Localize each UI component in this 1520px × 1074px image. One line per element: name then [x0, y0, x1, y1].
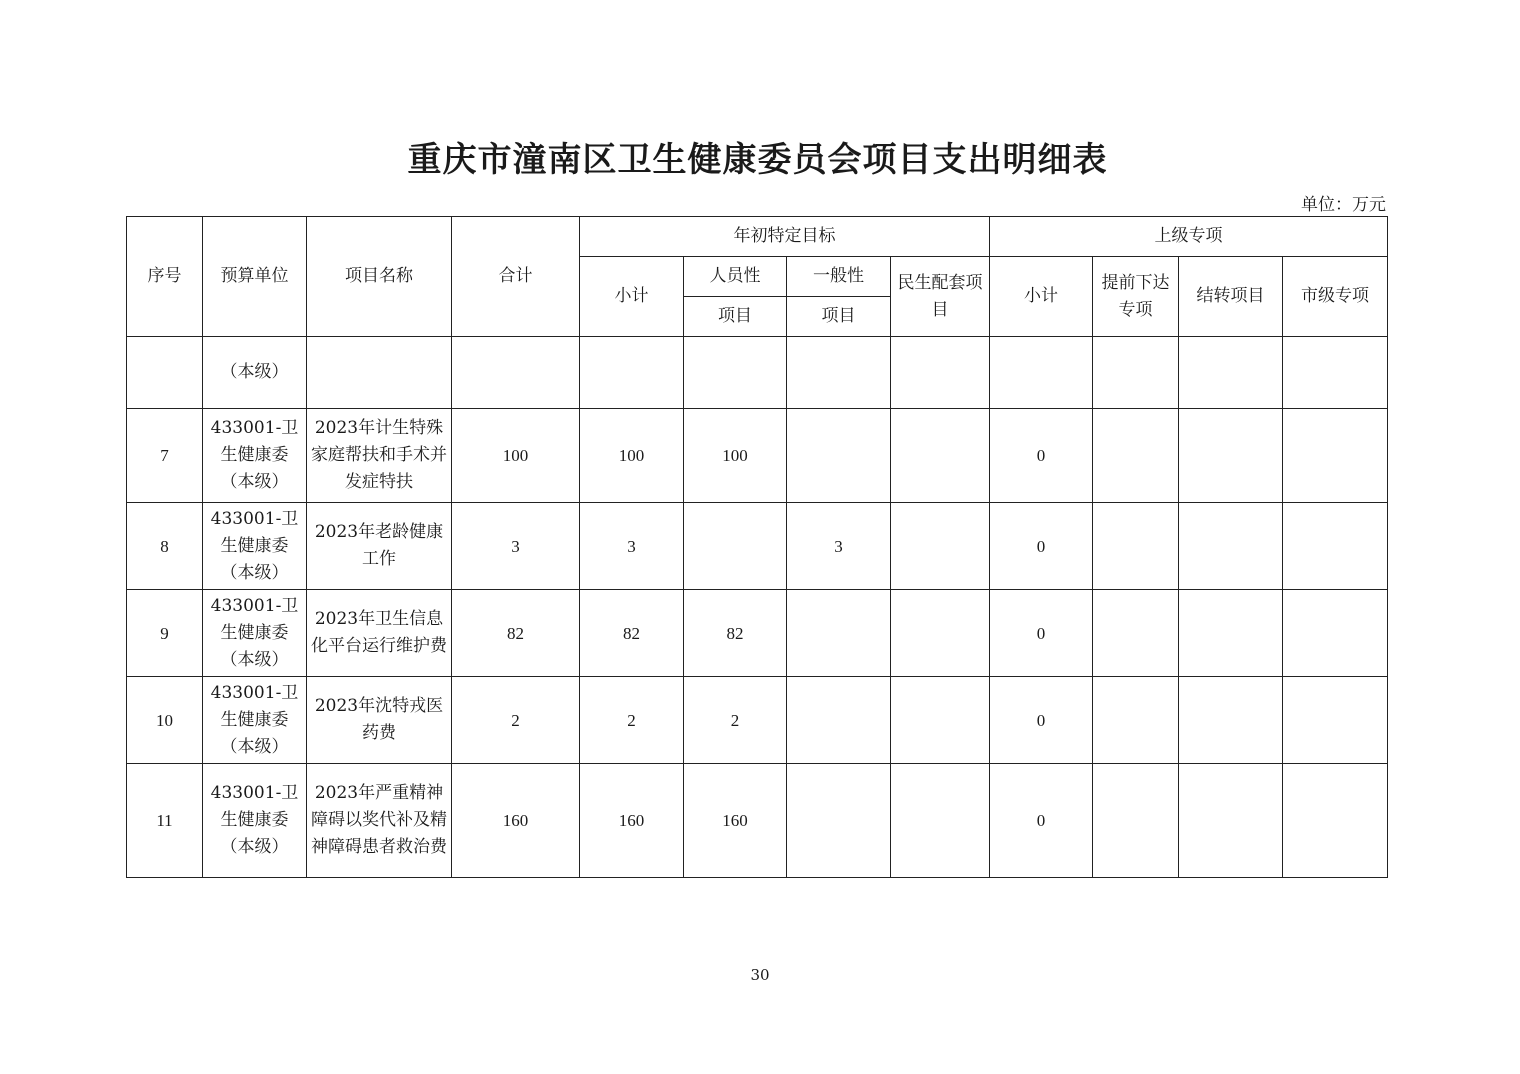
- table-row: [127, 764, 1388, 878]
- table-row: [127, 677, 1388, 764]
- cell-carryover: [1179, 590, 1283, 677]
- cell-livelihood: [891, 409, 990, 503]
- cell-annual-subtotal: 100: [580, 409, 684, 503]
- page-number: 30: [750, 966, 770, 984]
- cell-project-name: 2023年卫生信息化平台运行维护费: [307, 590, 452, 677]
- cell-annual-subtotal: 3: [580, 503, 684, 590]
- cell-advance: [1093, 503, 1179, 590]
- cell-total: 160: [452, 764, 580, 878]
- cell-personnel: 2: [684, 677, 787, 764]
- header-total: 合计: [452, 217, 580, 337]
- cell-advance: [1093, 677, 1179, 764]
- cell-personnel: 160: [684, 764, 787, 878]
- cell-personnel: 82: [684, 590, 787, 677]
- header-superior-subtotal: 小计: [990, 257, 1093, 337]
- cell-project-name: 2023年老龄健康工作: [307, 503, 452, 590]
- cell-carryover: [1179, 337, 1283, 409]
- cell-carryover: [1179, 503, 1283, 590]
- cell-superior-subtotal: [990, 337, 1093, 409]
- cell-annual-subtotal: 160: [580, 764, 684, 878]
- cell-general: 3: [787, 503, 891, 590]
- header-annual-group: 年初特定目标: [580, 217, 990, 257]
- table-row: [127, 503, 1388, 590]
- cell-seq: [127, 337, 203, 409]
- header-livelihood: 民生配套项目: [891, 257, 990, 337]
- cell-superior-subtotal: 0: [990, 409, 1093, 503]
- cell-project-name: [307, 337, 452, 409]
- page-title: 重庆市潼南区卫生健康委员会项目支出明细表: [407, 140, 1108, 180]
- cell-seq: 9: [127, 590, 203, 677]
- cell-advance: [1093, 409, 1179, 503]
- cell-livelihood: [891, 677, 990, 764]
- cell-seq: 7: [127, 409, 203, 503]
- cell-carryover: [1179, 409, 1283, 503]
- cell-total: 3: [452, 503, 580, 590]
- cell-personnel: 100: [684, 409, 787, 503]
- cell-project-name: 2023年严重精神障碍以奖代补及精神障碍患者救治费: [307, 764, 452, 878]
- cell-advance: [1093, 337, 1179, 409]
- table-row: [127, 409, 1388, 503]
- cell-general: [787, 337, 891, 409]
- header-seq: 序号: [127, 217, 203, 337]
- cell-city: [1283, 764, 1388, 878]
- cell-budget-unit: 433001-卫生健康委（本级）: [203, 677, 307, 764]
- cell-superior-subtotal: 0: [990, 764, 1093, 878]
- header-general-bottom: 项目: [787, 297, 891, 337]
- header-budget-unit: 预算单位: [203, 217, 307, 337]
- cell-advance: [1093, 764, 1179, 878]
- cell-city: [1283, 337, 1388, 409]
- table-row-continued: [127, 337, 1388, 409]
- header-carryover: 结转项目: [1179, 257, 1283, 337]
- cell-annual-subtotal: 2: [580, 677, 684, 764]
- cell-total: [452, 337, 580, 409]
- project-expenditure-table: [126, 216, 1388, 878]
- header-project-name: 项目名称: [307, 217, 452, 337]
- cell-general: [787, 409, 891, 503]
- cell-seq: 8: [127, 503, 203, 590]
- cell-budget-unit: 433001-卫生健康委（本级）: [203, 503, 307, 590]
- cell-budget-unit: 433001-卫生健康委（本级）: [203, 590, 307, 677]
- header-superior-group: 上级专项: [990, 217, 1388, 257]
- cell-city: [1283, 503, 1388, 590]
- cell-advance: [1093, 590, 1179, 677]
- unit-label: 单位：万元: [1301, 195, 1386, 215]
- cell-budget-unit: （本级）: [203, 337, 307, 409]
- cell-total: 100: [452, 409, 580, 503]
- cell-annual-subtotal: 82: [580, 590, 684, 677]
- cell-total: 2: [452, 677, 580, 764]
- cell-superior-subtotal: 0: [990, 590, 1093, 677]
- cell-personnel: [684, 503, 787, 590]
- cell-carryover: [1179, 677, 1283, 764]
- cell-seq: 10: [127, 677, 203, 764]
- cell-seq: 11: [127, 764, 203, 878]
- table-row: [127, 590, 1388, 677]
- cell-general: [787, 590, 891, 677]
- header-personnel-top: 人员性: [684, 257, 787, 297]
- cell-annual-subtotal: [580, 337, 684, 409]
- cell-livelihood: [891, 337, 990, 409]
- header-advance: 提前下达专项: [1093, 257, 1179, 337]
- cell-budget-unit: 433001-卫生健康委（本级）: [203, 409, 307, 503]
- cell-general: [787, 677, 891, 764]
- header-city: 市级专项: [1283, 257, 1388, 337]
- cell-livelihood: [891, 503, 990, 590]
- cell-livelihood: [891, 590, 990, 677]
- cell-city: [1283, 590, 1388, 677]
- cell-livelihood: [891, 764, 990, 878]
- header-annual-subtotal: 小计: [580, 257, 684, 337]
- cell-carryover: [1179, 764, 1283, 878]
- cell-budget-unit: 433001-卫生健康委（本级）: [203, 764, 307, 878]
- cell-city: [1283, 677, 1388, 764]
- cell-superior-subtotal: 0: [990, 503, 1093, 590]
- header-personnel-bottom: 项目: [684, 297, 787, 337]
- cell-superior-subtotal: 0: [990, 677, 1093, 764]
- cell-city: [1283, 409, 1388, 503]
- header-general-top: 一般性: [787, 257, 891, 297]
- cell-general: [787, 764, 891, 878]
- cell-total: 82: [452, 590, 580, 677]
- cell-project-name: 2023年计生特殊家庭帮扶和手术并发症特扶: [307, 409, 452, 503]
- cell-project-name: 2023年沈特戎医药费: [307, 677, 452, 764]
- cell-personnel: [684, 337, 787, 409]
